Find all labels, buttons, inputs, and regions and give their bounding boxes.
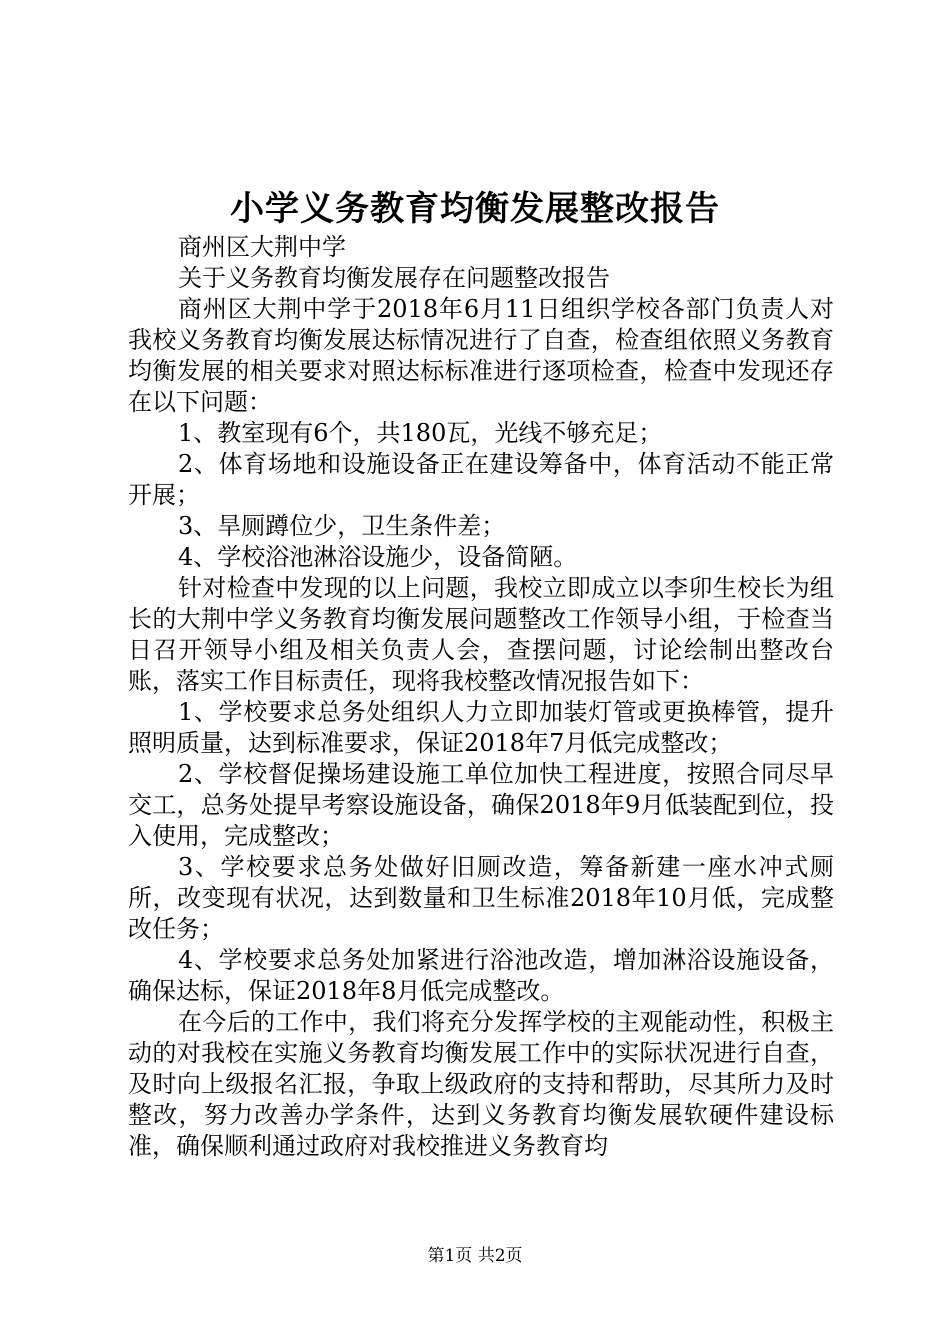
- paragraph-problem-2: 2、体育场地和设施设备正在建设筹备中，体育活动不能正常开展；: [128, 450, 834, 509]
- paragraph-conclusion: 在今后的工作中，我们将充分发挥学校的主观能动性，积极主动的对我校在实施义务教育均衡发展工作中的实际状况进行自查，及时向上级报名汇报，争取上级政府的支持和帮助，尽其所力及时整改，努力改善办学条件，达到义务教育均衡发展软硬件建设标准，确保顺利通过政府对我校推进义务教育均: [128, 1008, 834, 1160]
- document-title: 小学义务教育均衡发展整改报告: [230, 189, 720, 229]
- paragraph-problem-4: 4、学校浴池淋浴设施少，设备简陋。: [178, 543, 578, 571]
- paragraph-response: 针对检查中发现的以上问题，我校立即成立以李卯生校长为组长的大荆中学义务教育均衡发展问题整改工作领导小组，于检查当日召开领导小组及相关负责人会，查摆问题，讨论绘制出整改台账，落实工作目标责任，现将我校整改情况报告如下：: [128, 574, 834, 695]
- paragraph-fix-1: 1、学校要求总务处组织人力立即加装灯管或更换棒管，提升照明质量，达到标准要求，保证2018年7月低完成整改；: [128, 698, 834, 757]
- document-body: [128, 232, 834, 1162]
- paragraph-fix-4: 4、学校要求总务处加紧进行浴池改造，增加淋浴设施设备，确保达标，保证2018年8月低完成整改。: [128, 946, 834, 1005]
- page-footer: 第1页 共2页: [427, 1246, 523, 1266]
- paragraph-problem-3: 3、旱厕蹲位少，卫生条件差；: [178, 512, 506, 540]
- paragraph-school-name: 商州区大荆中学: [178, 233, 346, 261]
- paragraph-fix-3: 3、学校要求总务处做好旧厕改造，筹备新建一座水冲式厕所，改变现有状况，达到数量和卫生标准2018年10月低，完成整改任务；: [128, 853, 834, 943]
- paragraph-intro: 商州区大荆中学于2018年6月11日组织学校各部门负责人对我校义务教育均衡发展达标情况进行了自查，检查组依照义务教育均衡发展的相关要求对照达标标准进行逐项检查，检查中发现还存在以下问题：: [128, 295, 834, 416]
- paragraph-problem-1: 1、教室现有6个，共180瓦，光线不够充足；: [178, 419, 663, 447]
- paragraph-fix-2: 2、学校督促操场建设施工单位加快工程进度，按照合同尽早交工，总务处提早考察设施设备，确保2018年9月低装配到位，投入使用，完成整改；: [128, 760, 834, 850]
- paragraph-report-subtitle: 关于义务教育均衡发展存在问题整改报告: [178, 264, 610, 292]
